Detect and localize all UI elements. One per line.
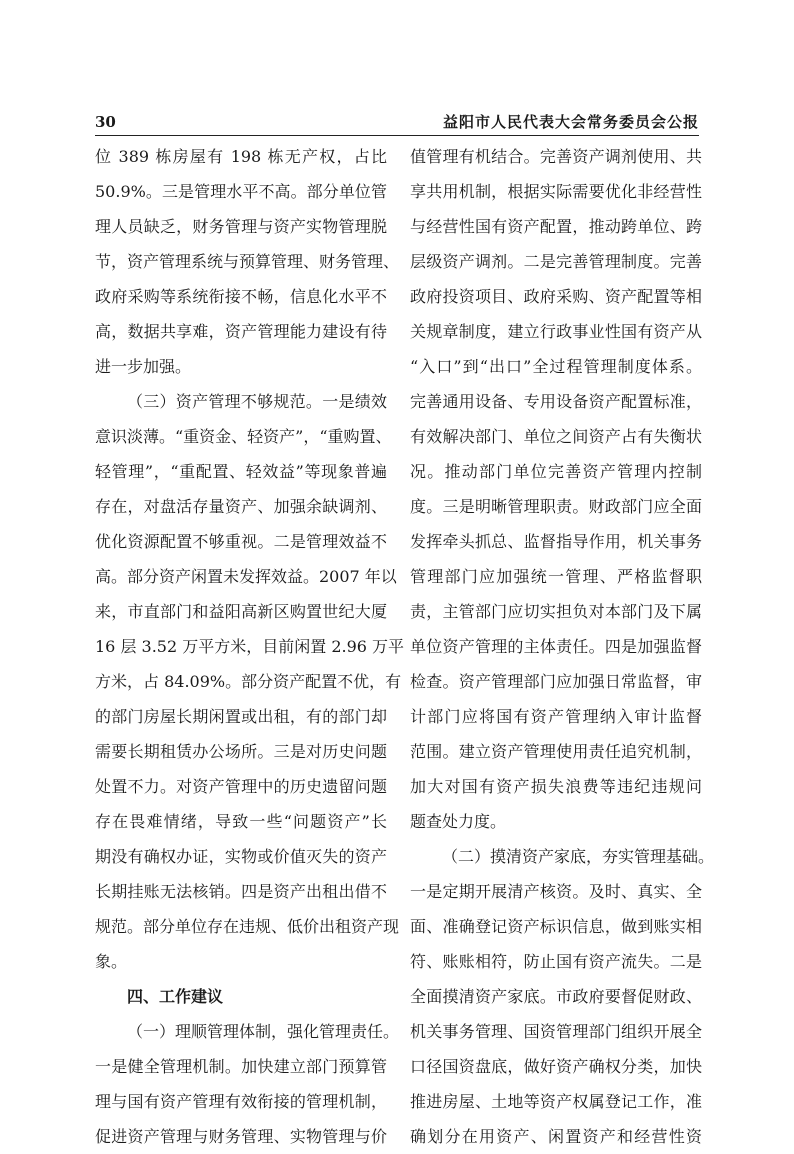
text-line: 高，数据共享难，资产管理能力建设有待 — [95, 322, 387, 341]
text-line: 加大对国有资产损失浪费等违纪违规问 — [410, 777, 702, 796]
section-heading: 四、工作建议 — [127, 987, 224, 1006]
right-column — [410, 139, 715, 1146]
text-line: 检查。资产管理部门应加强日常监督，审 — [410, 672, 702, 691]
text-line: 理人员缺乏，财务管理与资产实物管理脱 — [95, 217, 387, 236]
text-line: 期没有确权办证，实物或价值灭失的资产 — [95, 847, 387, 866]
text-line: 处置不力。对资产管理中的历史遗留问题 — [95, 777, 387, 796]
text-line: 节，资产管理系统与预算管理、财务管理、 — [95, 252, 400, 271]
text-line: 题查处力度。 — [410, 812, 507, 831]
text-line: （一）理顺管理体制，强化管理责任。 — [127, 1022, 400, 1041]
text-line: 全面摸清资产家底。市政府要督促财政、 — [410, 987, 702, 1006]
text-line: （二）摸清资产家底，夯实管理基础。 — [442, 847, 715, 866]
text-line: “入口”到“出口”全过程管理制度体系。 — [410, 357, 702, 376]
text-line: 一是健全管理机制。加快建立部门预算管 — [95, 1057, 387, 1076]
text-line: 存在畏难情绪，导致一些“问题资产”长 — [95, 812, 387, 831]
text-line: 进一步加强。 — [95, 357, 192, 376]
text-line: 责，主管部门应切实担负对本部门及下属 — [410, 602, 702, 621]
text-line: 值管理有机结合。完善资产调剂使用、共 — [410, 147, 702, 166]
header-rule — [95, 135, 699, 136]
text-line: 位 389 栋房屋有 198 栋无产权，占比 — [95, 147, 387, 166]
text-line: 规范。部分单位存在违规、低价出租资产现 — [95, 917, 400, 936]
text-line: 来，市直部门和益阳高新区购置世纪大厦 — [95, 602, 387, 621]
text-line: 轻管理”，“重配置、轻效益”等现象普遍 — [95, 462, 387, 481]
text-line: 度。三是明晰管理职责。财政部门应全面 — [410, 497, 702, 516]
text-line: 意识淡薄。“重资金、轻资产”，“重购置、 — [95, 427, 392, 446]
text-line: 象。 — [95, 952, 128, 971]
text-line: 关规章制度，建立行政事业性国有资产从 — [410, 322, 702, 341]
text-line: （三）资产管理不够规范。一是绩效 — [127, 392, 387, 411]
text-line: 有效解决部门、单位之间资产占有失衡状 — [410, 427, 702, 446]
journal-title: 益阳市人民代表大会常务委员会公报 — [442, 113, 699, 131]
text-line: 的部门房屋长期闲置或出租，有的部门却 — [95, 707, 387, 726]
text-line: 范围。建立资产管理使用责任追究机制， — [410, 742, 702, 761]
text-line: 政府投资项目、政府采购、资产配置等相 — [410, 287, 702, 306]
text-line: 优化资源配置不够重视。二是管理效益不 — [95, 532, 387, 551]
text-line: 高。部分资产闲置未发挥效益。2007 年以 — [95, 567, 397, 586]
text-line: 促进资产管理与财务管理、实物管理与价 — [95, 1127, 387, 1146]
text-line: 口径国资盘底，做好资产确权分类，加快 — [410, 1057, 702, 1076]
text-line: 单位资产管理的主体责任。四是加强监督 — [410, 637, 702, 656]
text-line: 发挥牵头抓总、监督指导作用，机关事务 — [410, 532, 702, 551]
text-line: 况。推动部门单位完善资产管理内控制 — [410, 462, 702, 481]
text-line: 一是定期开展清产核资。及时、真实、全 — [410, 882, 702, 901]
text-line: 推进房屋、土地等资产权属登记工作，准 — [410, 1092, 702, 1111]
page-header — [95, 111, 699, 133]
text-line: 机关事务管理、国资管理部门组织开展全 — [410, 1022, 702, 1041]
text-line: 符、账账相符，防止国有资产流失。二是 — [410, 952, 702, 971]
text-line: 确划分在用资产、闲置资产和经营性资 — [410, 1127, 702, 1146]
page-number: 30 — [95, 113, 116, 131]
left-column — [95, 139, 405, 1146]
text-line: 管理部门应加强统一管理、严格监督职 — [410, 567, 702, 586]
text-line: 长期挂账无法核销。四是资产出租出借不 — [95, 882, 387, 901]
text-line: 面、准确登记资产标识信息，做到账实相 — [410, 917, 702, 936]
text-line: 与经营性国有资产配置，推动跨单位、跨 — [410, 217, 702, 236]
text-line: 方米，占 84.09%。部分资产配置不优，有 — [95, 672, 402, 691]
text-line: 政府采购等系统衔接不畅，信息化水平不 — [95, 287, 387, 306]
text-line: 享共用机制，根据实际需要优化非经营性 — [410, 182, 702, 201]
text-line: 50.9%。三是管理水平不高。部分单位管 — [95, 182, 387, 201]
text-line: 存在，对盘活存量资产、加强余缺调剂、 — [95, 497, 387, 516]
text-line: 16 层 3.52 万平方米，目前闲置 2.96 万平 — [95, 637, 405, 656]
text-line: 理与国有资产管理有效衔接的管理机制， — [95, 1092, 387, 1111]
text-line: 层级资产调剂。二是完善管理制度。完善 — [410, 252, 702, 271]
text-line: 计部门应将国有资产管理纳入审计监督 — [410, 707, 702, 726]
text-line: 需要长期租赁办公场所。三是对历史问题 — [95, 742, 387, 761]
text-line: 完善通用设备、专用设备资产配置标准， — [410, 392, 702, 411]
